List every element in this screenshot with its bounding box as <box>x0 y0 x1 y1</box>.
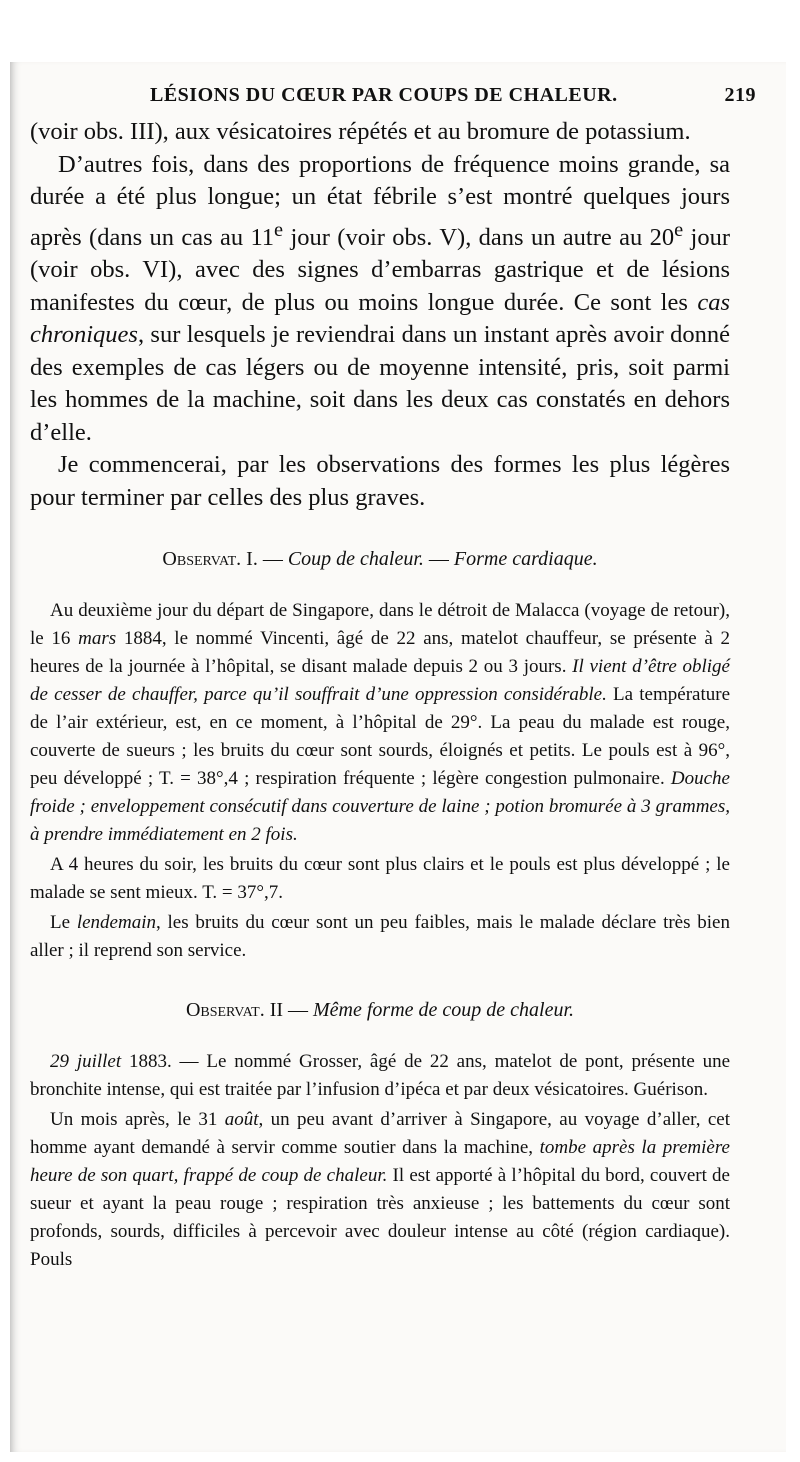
body-text <box>30 116 730 1274</box>
observation-1-heading: Observat. I. — Coup de chaleur. — Forme cardiaque. <box>162 548 598 571</box>
observation-2 <box>30 1048 730 1274</box>
obs1-paragraph-2: A 4 heures du soir, les bruits du cœur sont plus clairs et le pouls est plus développé ; le malade se sent mieux. T. = 37°,7. <box>30 854 730 904</box>
intro-paragraph-2: D’autres fois, dans des proportions de fréquence moins grande, sa durée a été plus longue; un état fébrile s’est montré quelques jours après (dans un cas au 11e jour (voir obs. V), dans un autre au 20e jour (voir obs. VI), avec des signes d’embarras gastrique et de lésions manifestes du cœur, de plus ou moins longue durée. Ce sont les cas chroniques, sur lesquels je reviendrai dans un instant après avoir donné des exemples de cas légers ou de moyenne intensité, pris, soit parmi les hommes de la machine, soit dans les deux cas constatés en dehors d’elle. <box>30 150 730 446</box>
observation-1 <box>30 597 730 965</box>
observation-2-heading: Observat. II — Même forme de coup de chaleur. <box>185 999 575 1022</box>
obs1-paragraph-1: Au deuxième jour du départ de Singapore, dans le détroit de Malacca (voyage de retour), le 16 mars 1884, le nommé Vincenti, âgé de 22 ans, matelot chauffeur, se présente à 2 heures de la journée à l’hôpital, se disant malade depuis 2 ou 3 jours. Il vient d’être obligé de cesser de chauffer, parce qu’il souffrait d’une oppression considérable. La température de l’air extérieur, est, en ce moment, à l’hôpital de 29°. La peau du malade est rouge, couverte de sueurs ; les bruits du cœur sont sourds, éloignés et petits. Le pouls est à 96°, peu développé ; T. = 38°,4 ; respiration fréquente ; légère congestion pulmonaire. Douche froide ; enveloppement consécutif dans couverture de laine ; potion bromurée à 3 grammes, à prendre immédiatement en 2 fois. <box>30 600 730 846</box>
running-header <box>30 84 760 114</box>
obs2-paragraph-1: 29 juillet 1883. — Le nommé Grosser, âgé de 22 ans, matelot de pont, présente une bronchite intense, qui est traitée par l’infusion d’ipéca et par deux vésicatoires. Guérison. <box>30 1051 731 1101</box>
running-title: LÉSIONS DU CŒUR PAR COUPS DE CHALEUR. <box>150 84 618 106</box>
page-number: 219 <box>724 84 756 106</box>
intro-paragraph-3: Je commencerai, par les observations des formes les plus légères pour terminer par celles des plus graves. <box>30 451 730 511</box>
obs2-paragraph-2: Un mois après, le 31 août, un peu avant d’arriver à Singapore, au voyage d’aller, cet homme ayant demandé à servir comme soutier dans la machine, tombe après la première heure de son quart, frappé de coup de chaleur. Il est apporté à l’hôpital du bord, couvert de sueur et ayant la peau rouge ; respiration très anxieuse ; les battements du cœur sont profonds, sourds, difficiles à percevoir avec douleur intense au côté (région cardiaque). Pouls <box>30 1109 730 1271</box>
intro-paragraph-1: (voir obs. III), aux vésicatoires répétés et au bromure de potassium. <box>30 118 691 145</box>
obs1-paragraph-3: Le lendemain, les bruits du cœur sont un peu faibles, mais le malade déclare très bien aller ; il reprend son service. <box>30 912 730 962</box>
intro-section <box>30 116 730 514</box>
